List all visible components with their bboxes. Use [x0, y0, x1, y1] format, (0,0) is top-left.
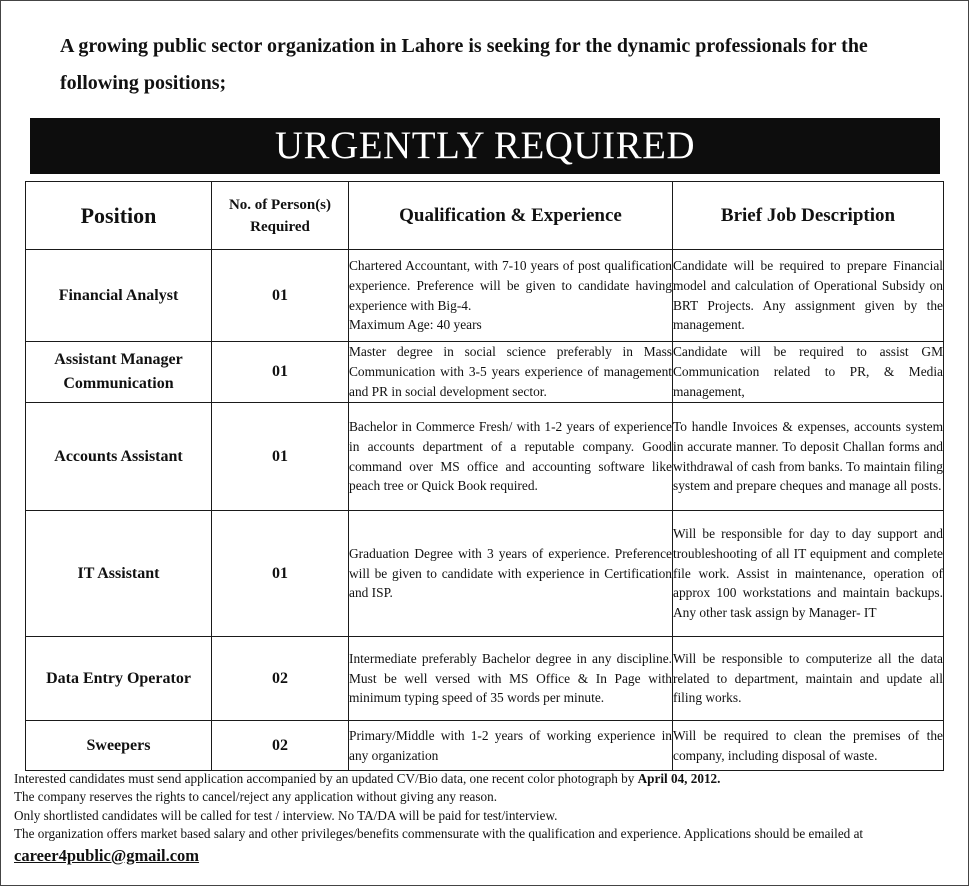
description-cell: Will be required to clean the premises of the company, including disposal of waste. [673, 721, 944, 771]
description-cell: Will be responsible for day to day support and troubleshooting of all IT equipment and complete file work. Assist in maintenance, operation of approx 100 workstations and maintain backups. Any other task assign by Manager- IT [673, 511, 944, 637]
footer-notes [14, 770, 959, 843]
qualification-age: Maximum Age: 40 years [349, 317, 482, 333]
persons-cell: 02 [212, 637, 349, 721]
persons-cell: 01 [212, 250, 349, 342]
header-persons-line2: Required [250, 218, 310, 235]
description-cell: To handle Invoices & expenses, accounts system in accurate manner. To deposit Challan forms and withdrawal of cash from banks. To maintain filing system and prepare cheques and manage all posts. [673, 403, 944, 511]
position-cell: Accounts Assistant [26, 403, 212, 511]
qualification-cell: Intermediate preferably Bachelor degree in any discipline. Must be well versed with MS Office & In Page with minimum typing speed of 35 words per minute. [349, 637, 673, 721]
table-row [26, 637, 944, 721]
positions-table [25, 181, 944, 771]
intro-text: A growing public sector organization in Lahore is seeking for the dynamic professionals for the following positions; [60, 35, 868, 94]
contact-email: career4public@gmail.com [14, 846, 200, 865]
persons-cell: 01 [212, 342, 349, 403]
header-qualification: Qualification & Experience [349, 182, 673, 250]
footer-line-rights: The company reserves the rights to cancel/reject any application without giving any reason. [14, 789, 498, 805]
qualification-cell: Master degree in social science preferably in Mass Communication with 3-5 years experience of management and PR in social development sector. [349, 342, 673, 403]
urgently-required-banner: URGENTLY REQUIRED [30, 118, 940, 174]
table-row [26, 250, 944, 342]
footer-line-shortlist: Only shortlisted candidates will be called for test / interview. No TA/DA will be paid for test/interview. [14, 807, 558, 823]
table-header-row [26, 182, 944, 250]
position-cell: Financial Analyst [26, 250, 212, 342]
position-cell: IT Assistant [26, 511, 212, 637]
persons-cell: 01 [212, 511, 349, 637]
header-persons-line1: No. of Person(s) [228, 196, 332, 213]
table-row [26, 511, 944, 637]
persons-cell: 01 [212, 403, 349, 511]
table-row [26, 403, 944, 511]
qualification-cell: Graduation Degree with 3 years of experience. Preference will be given to candidate with experience in Certification and ISP. [349, 511, 673, 637]
qualification-cell: Primary/Middle with 1-2 years of working experience in any organization [349, 721, 673, 771]
persons-cell: 02 [212, 721, 349, 771]
header-description: Brief Job Description [673, 182, 944, 250]
description-cell: Candidate will be required to prepare Financial model and calculation of Operational Subsidy on BRT Projects. Any assignment given by the management. [673, 250, 944, 342]
description-cell: Candidate will be required to assist GM Communication related to PR, & Media management, [673, 342, 944, 403]
application-deadline: April 04, 2012. [637, 771, 721, 786]
table-row [26, 721, 944, 771]
position-cell: Sweepers [26, 721, 212, 771]
qualification-cell: Bachelor in Commerce Fresh/ with 1-2 years of experience in accounts department of a reputable company. Good command over MS office and accounting software like peach tree or Quick Book required. [349, 403, 673, 511]
footer-line-application [14, 770, 959, 788]
application-instructions: Interested candidates must send application accompanied by an updated CV/Bio data, one recent color photograph by [14, 771, 638, 786]
qualification-text: Chartered Accountant, with 7-10 years of post qualification experience. Preference will be given to candidate having experience with Big-4. [349, 258, 672, 313]
footer-line-salary: The organization offers market based salary and other privileges/benefits commensurate with the qualification and experience. Applications should be emailed at [14, 825, 864, 841]
table-row [26, 342, 944, 403]
qualification-cell [349, 250, 673, 342]
description-cell: Will be responsible to computerize all the data related to department, maintain and update all filing works. [673, 637, 944, 721]
position-cell: Data Entry Operator [26, 637, 212, 721]
header-position: Position [26, 182, 212, 250]
header-persons [212, 182, 349, 250]
position-cell: Assistant Manager Communication [26, 342, 212, 403]
